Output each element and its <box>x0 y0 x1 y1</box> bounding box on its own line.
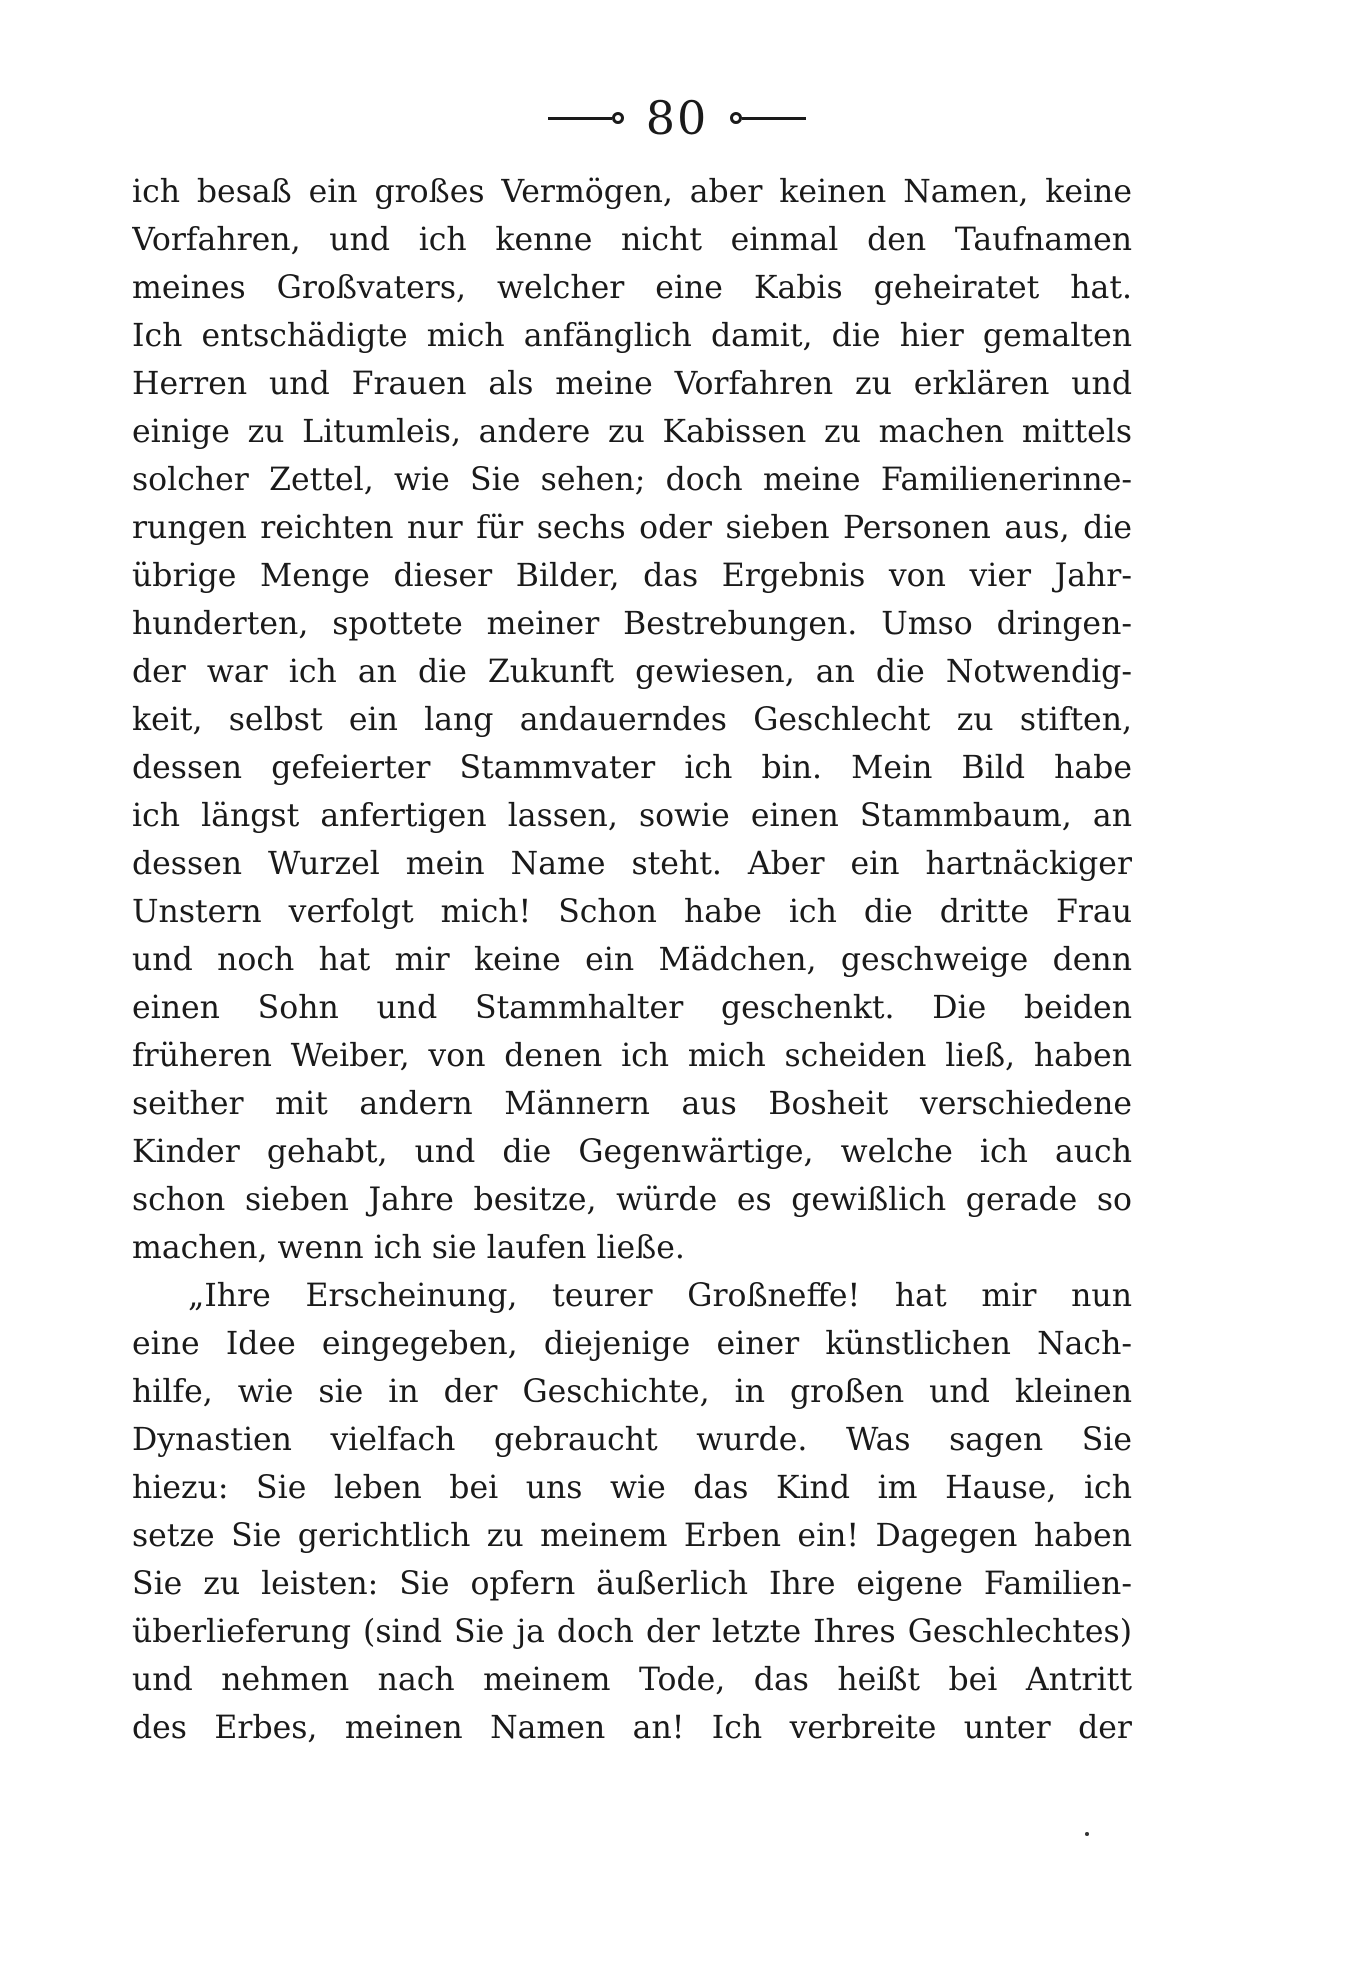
text-line: einen Sohn und Stammhalter geschenkt. Die beiden <box>132 990 1132 1026</box>
text-line: und noch hat mir keine ein Mädchen, geschweige denn <box>132 942 1132 978</box>
ornament-line <box>742 117 806 120</box>
text-line: hunderten, spottete meiner Bestrebungen. Umso dringen- <box>132 606 1132 642</box>
text-line: Unstern verfolgt mich! Schon habe ich die dritte Frau <box>132 894 1132 930</box>
text-line: seither mit andern Männern aus Bosheit verschiedene <box>132 1086 1132 1122</box>
text-line: überlieferung (sind Sie ja doch der letzte Ihres Geschlechtes) <box>132 1614 1132 1650</box>
text-line: Vorfahren, und ich kenne nicht einmal den Taufnamen <box>132 222 1132 258</box>
text-line: meines Großvaters, welcher eine Kabis geheiratet hat. <box>132 270 1132 306</box>
text-line: früheren Weiber, von denen ich mich scheiden ließ, haben <box>132 1038 1132 1074</box>
page-header <box>0 88 1354 148</box>
paragraph-end-line: machen, wenn ich sie laufen ließe. <box>132 1230 685 1266</box>
text-line: hiezu: Sie leben bei uns wie das Kind im Hause, ich <box>132 1470 1132 1506</box>
ornament-line <box>548 117 612 120</box>
text-line: Ich entschädigte mich anfänglich damit, die hier gemalten <box>132 318 1132 354</box>
right-ornament <box>730 112 806 124</box>
ornament-circle <box>612 112 624 124</box>
left-ornament <box>548 112 624 124</box>
text-line: Dynastien vielfach gebraucht wurde. Was sagen Sie <box>132 1422 1132 1458</box>
text-line: keit, selbst ein lang andauerndes Geschlecht zu stiften, <box>132 702 1132 738</box>
text-line: übrige Menge dieser Bilder, das Ergebnis von vier Jahr- <box>132 558 1132 594</box>
text-line: solcher Zettel, wie Sie sehen; doch meine Familienerinne- <box>132 462 1132 498</box>
text-line: einige zu Litumleis, andere zu Kabissen zu machen mittels <box>132 414 1132 450</box>
text-line: des Erbes, meinen Namen an! Ich verbreite unter der <box>132 1710 1132 1746</box>
page-number: 80 <box>645 91 709 145</box>
text-line: Sie zu leisten: Sie opfern äußerlich Ihre eigene Familien- <box>132 1566 1132 1602</box>
text-line: ich besaß ein großes Vermögen, aber keinen Namen, keine <box>132 174 1132 210</box>
text-line: setze Sie gerichtlich zu meinem Erben ein! Dagegen haben <box>132 1518 1132 1554</box>
paragraph-start-line: „Ihre Erscheinung, teurer Großneffe! hat mir nun <box>188 1278 1132 1314</box>
text-line: dessen gefeierter Stammvater ich bin. Mein Bild habe <box>132 750 1132 786</box>
text-line: dessen Wurzel mein Name steht. Aber ein hartnäckiger <box>132 846 1132 882</box>
body-text <box>132 168 1132 1752</box>
text-line: eine Idee eingegeben, diejenige einer künstlichen Nach- <box>132 1326 1132 1362</box>
text-line: hilfe, wie sie in der Geschichte, in großen und kleinen <box>132 1374 1132 1410</box>
text-line: schon sieben Jahre besitze, würde es gewißlich gerade so <box>132 1182 1132 1218</box>
text-line: Herren und Frauen als meine Vorfahren zu erklären und <box>132 366 1132 402</box>
text-line: Kinder gehabt, und die Gegenwärtige, welche ich auch <box>132 1134 1132 1170</box>
text-line: ich längst anfertigen lassen, sowie einen Stammbaum, an <box>132 798 1132 834</box>
text-line: der war ich an die Zukunft gewiesen, an die Notwendig- <box>132 654 1132 690</box>
ornament-circle <box>730 112 742 124</box>
text-line: und nehmen nach meinem Tode, das heißt bei Antritt <box>132 1662 1132 1698</box>
text-line: rungen reichten nur für sechs oder sieben Personen aus, die <box>132 510 1132 546</box>
print-speck <box>1085 1832 1089 1836</box>
